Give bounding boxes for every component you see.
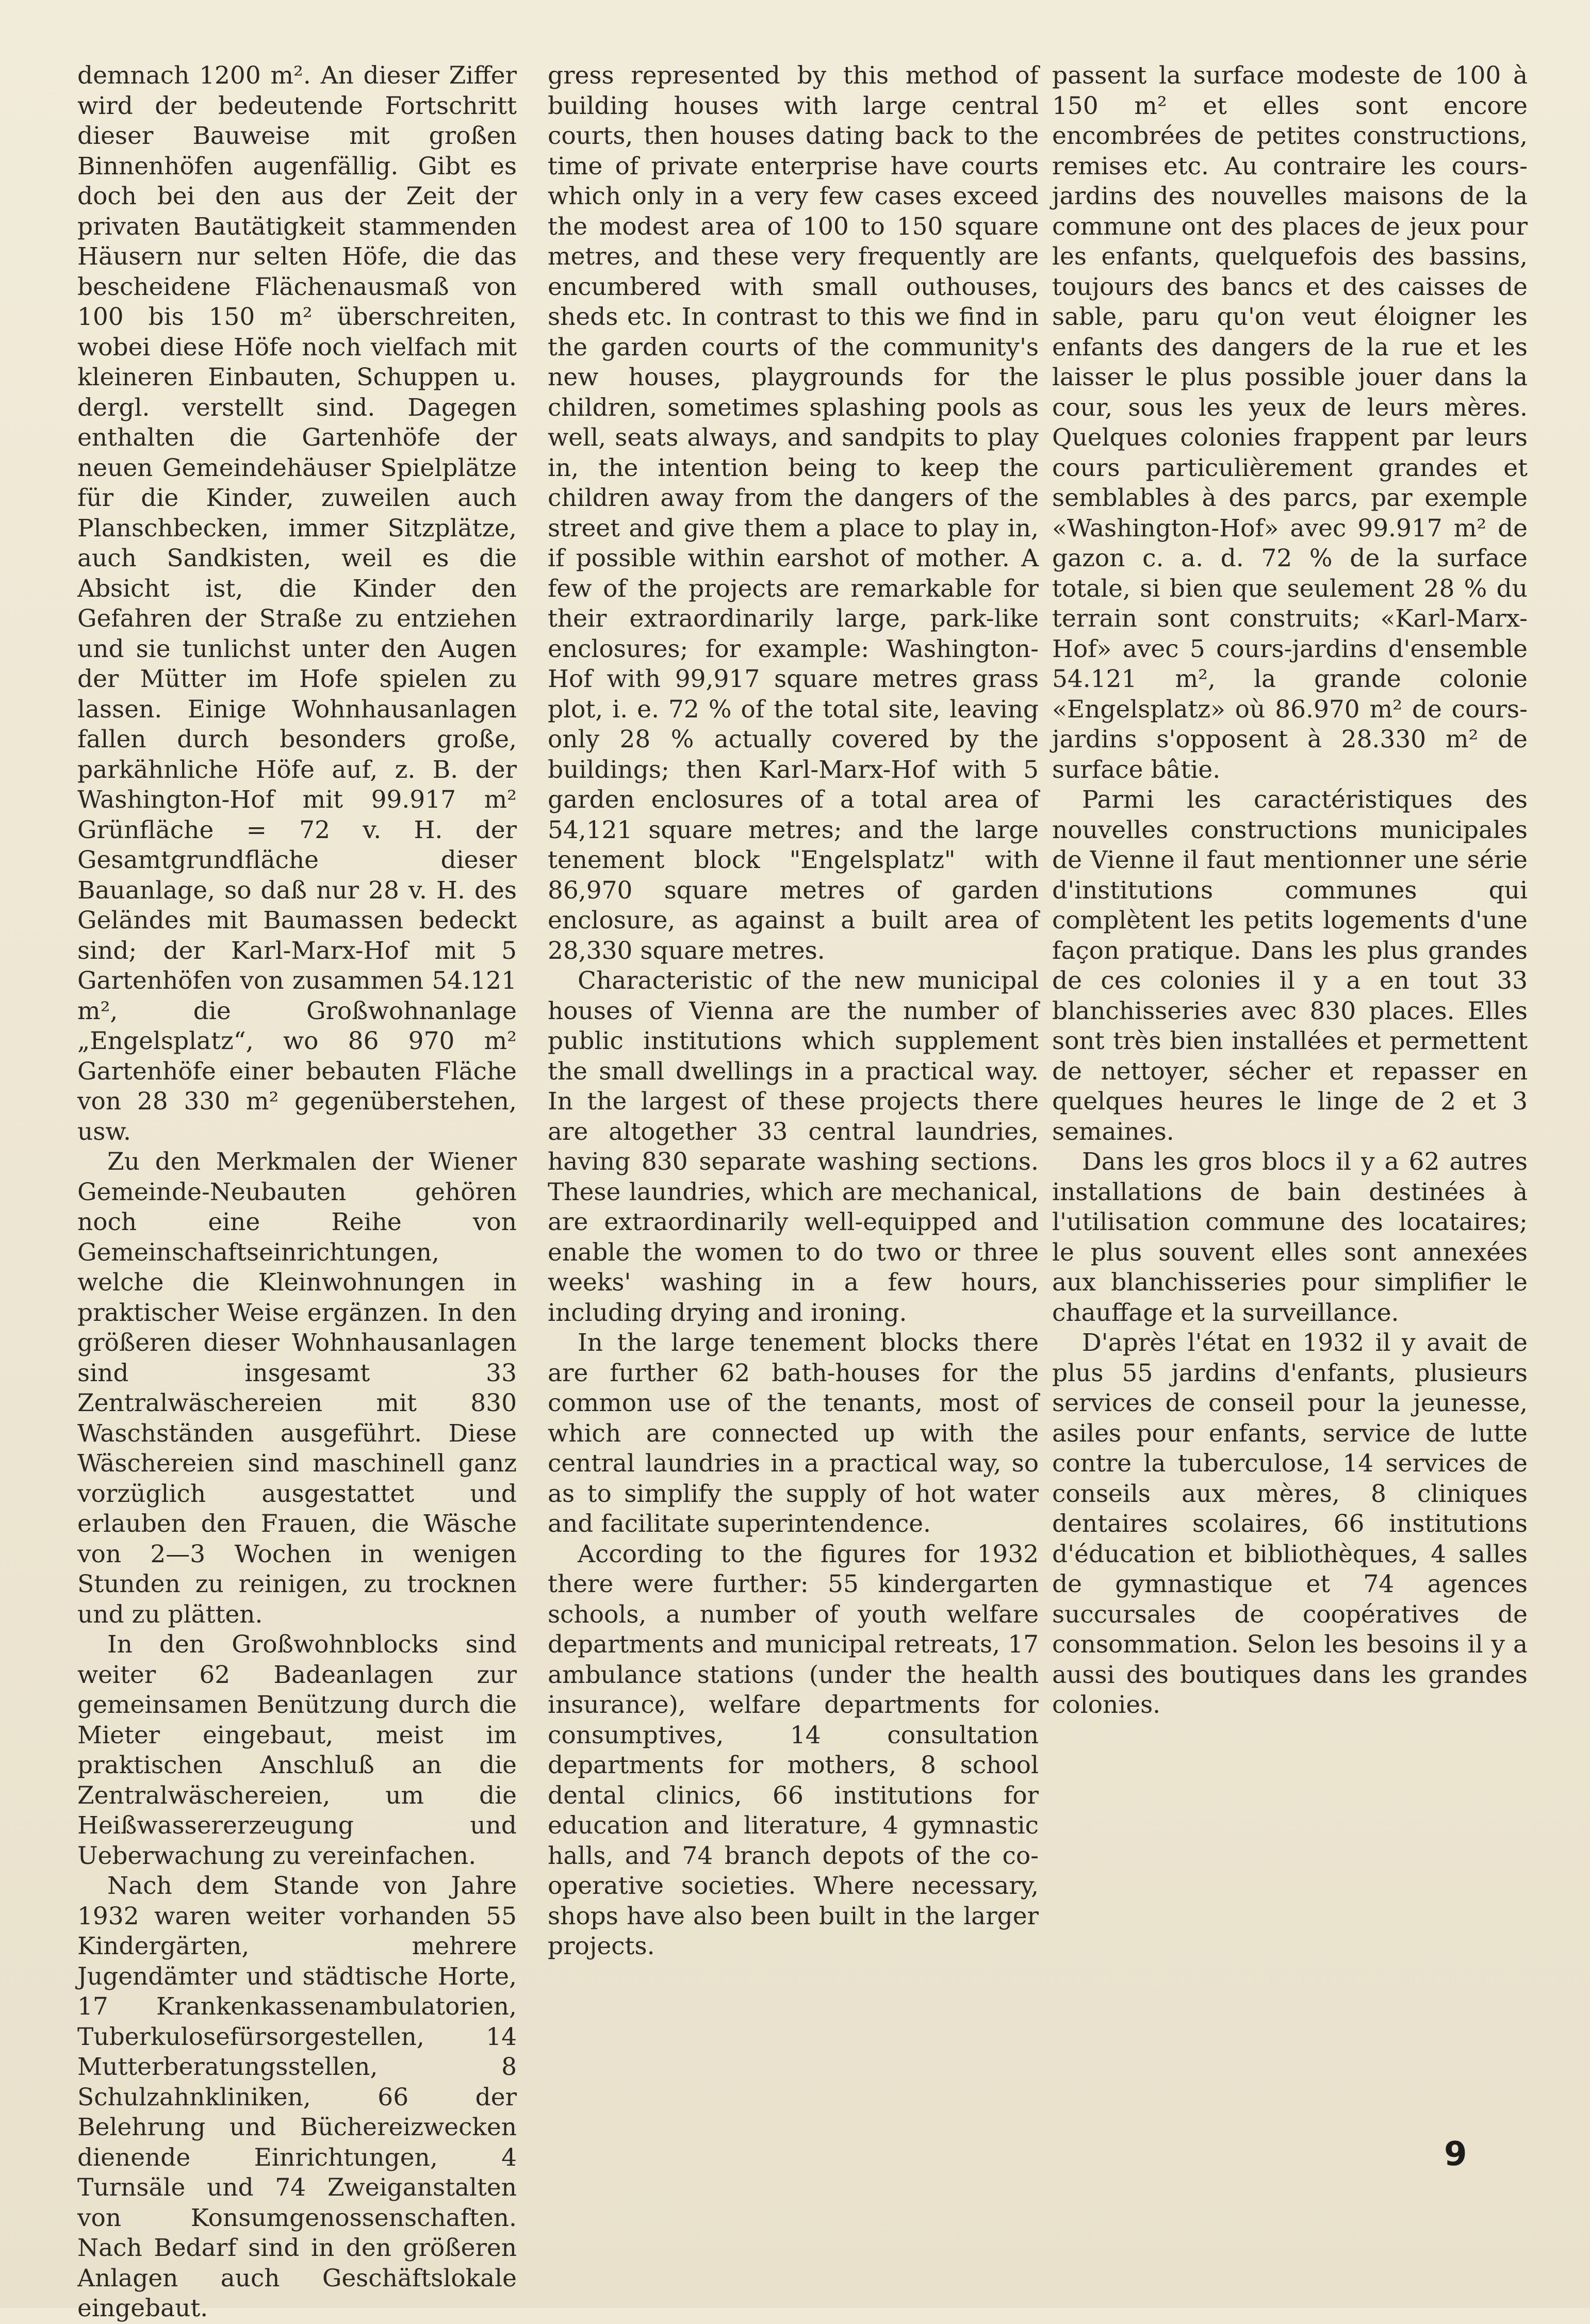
paragraph: Zu den Merkmalen der Wiener Gemeinde-Neubauten gehören noch eine Reihe von Gemeinschaftseinrichtungen, welche die Kleinwohnungen in praktischer Weise ergänzen. In den größeren dieser Wohnhausanlagen sind insgesamt 33 Zentralwäschereien mit 830 Waschständen ausgeführt. Diese Wäschereien sind maschinell ganz vorzüglich ausgestattet und erlauben den Frauen, die Wäsche von 2—3 Wochen in wenigen Stunden zu reinigen, zu trocknen und zu plätten. [77,1148,517,1629]
paragraph: Characteristic of the new municipal houses of Vienna are the number of public institutions which supplement the small dwellings in a practical way. In the largest of these projects there are altogether 33 central laundries, having 830 separate washing sections. These laundries, which are mechanical, are extraordinarily well-equipped and enable the women to do two or three weeks' washing in a few hours, including drying and ironing. [548,967,1039,1327]
paragraph: gress represented by this method of building houses with large central courts, then houses dating back to the time of private enterprise have courts which only in a very few cases exceed the modest area of 100 to 150 square metres, and these very frequently are encumbered with small outhouses, sheds etc. In contrast to this we find in the garden courts of the community's new houses, playgrounds for the children, sometimes splashing pools as well, seats always, and sandpits to play in, the intention being to keep the children away from the dangers of the street and give them a place to play in, if possible within earshot of mother. A few of the projects are remarkable for their extraordinarily large, park-like enclosures; for example: Washington-Hof with 99,917 square metres grass plot, i. e. 72 % of the total site, leaving only 28 % actually covered by the buildings; then Karl-Marx-Hof with 5 garden enclosures of a total area of 54,121 square metres; and the large tenement block "Engelsplatz" with 86,970 square metres of garden enclosure, as against a built area of 28,330 square metres. [548,61,1039,965]
german-text-column [77,61,517,2324]
paragraph: In the large tenement blocks there are further 62 bath-houses for the common use of the tenants, most of which are connected up with the central laundries in a practical way, so as to simplify the supply of hot water and facilitate superintendence. [548,1329,1039,1538]
french-text-column [1052,61,1528,1721]
paragraph: Nach dem Stande von Jahre 1932 waren weiter vorhanden 55 Kindergärten, mehrere Jugendämter und städtische Horte, 17 Krankenkassenambulatorien, Tuberkulosefürsorgestellen, 14 Mutterberatungsstellen, 8 Schulzahnkliniken, 66 der Belehrung und Büchereizwecken dienende Einrichtungen, 4 Turnsäle und 74 Zweiganstalten von Konsumgenossenschaften. Nach Bedarf sind in den größeren Anlagen auch Geschäftslokale eingebaut. [77,1872,517,2322]
page-number: 9 [1444,2135,1467,2173]
paragraph: In den Großwohnblocks sind weiter 62 Badeanlagen zur gemeinsamen Benützung durch die Mieter eingebaut, meist im praktischen Anschluß an die Zentralwäschereien, um die Heißwassererzeugung und Ueberwachung zu vereinfachen. [77,1630,517,1870]
paragraph: passent la surface modeste de 100 à 150 m² et elles sont encore encombrées de petites constructions, remises etc. Au contraire les cours-jardins des nouvelles maisons de la commune ont des places de jeux pour les enfants, quelquefois des bassins, toujours des bancs et des caisses de sable, paru qu'on veut éloigner les enfants des dangers de la rue et les laisser le plus possible jouer dans la cour, sous les yeux de leurs mères. Quelques colonies frappent par leurs cours particulièrement grandes et semblables à des parcs, par exemple «Washington-Hof» avec 99.917 m² de gazon c. a. d. 72 % de la surface totale, si bien que seulement 28 % du terrain sont construits; «Karl-Marx-Hof» avec 5 cours-jardins d'ensemble 54.121 m², la grande colonie «Engelsplatz» où 86.970 m² de cours-jardins s'opposent à 28.330 m² de surface bâtie. [1052,61,1528,784]
paragraph: According to the figures for 1932 there were further: 55 kindergarten schools, a number of youth welfare departments and municipal retreats, 17 ambulance stations (under the health insurance), welfare departments for consumptives, 14 consultation departments for mothers, 8 school dental clinics, 66 institutions for education and literature, 4 gymnastic halls, and 74 branch depots of the co-operative societies. Where necessary, shops have also been built in the larger projects. [548,1540,1039,1960]
english-text-column [548,61,1039,1962]
paragraph: demnach 1200 m². An dieser Ziffer wird der bedeutende Fortschritt dieser Bauweise mit großen Binnenhöfen augenfällig. Gibt es doch bei den aus der Zeit der privaten Bautätigkeit stammenden Häusern nur selten Höfe, die das bescheidene Flächenausmaß von 100 bis 150 m² überschreiten, wobei diese Höfe noch vielfach mit kleineren Einbauten, Schuppen u. dergl. verstellt sind. Dagegen enthalten die Gartenhöfe der neuen Gemeindehäuser Spielplätze für die Kinder, zuweilen auch Planschbecken, immer Sitzplätze, auch Sandkisten, weil es die Absicht ist, die Kinder den Gefahren der Straße zu entziehen und sie tunlichst unter den Augen der Mütter im Hofe spielen zu lassen. Einige Wohnhausanlagen fallen durch besonders große, parkähnliche Höfe auf, z. B. der Washington-Hof mit 99.917 m² Grünfläche = 72 v. H. der Gesamtgrundfläche dieser Bauanlage, so daß nur 28 v. H. des Geländes mit Baumassen bedeckt sind; der Karl-Marx-Hof mit 5 Gartenhöfen von zusammen 54.121 m², die Großwohnanlage „Engelsplatz“, wo 86 970 m² Gartenhöfe einer bebauten Fläche von 28 330 m² gegenüberstehen, usw. [77,61,517,1146]
paragraph: Parmi les caractéristiques des nouvelles constructions municipales de Vienne il faut mentionner une série d'institutions communes qui complètent les petits logements d'une façon pratique. Dans les plus grandes de ces colonies il y a en tout 33 blanchisseries avec 830 places. Elles sont très bien installées et permettent de nettoyer, sécher et repasser en quelques heures le linge de 2 et 3 semaines. [1052,785,1528,1146]
paragraph: Dans les gros blocs il y a 62 autres installations de bain destinées à l'utilisation commune des locataires; le plus souvent elles sont annexées aux blanchisseries pour simplifier le chauffage et la surveillance. [1052,1148,1528,1327]
paragraph: D'après l'état en 1932 il y avait de plus 55 jardins d'enfants, plusieurs services de conseil pour la jeunesse, asiles pour enfants, service de lutte contre la tuberculose, 14 services de conseils aux mères, 8 cliniques dentaires scolaires, 66 institutions d'éducation et bibliothèques, 4 salles de gymnastique et 74 agences succursales de coopératives de consommation. Selon les besoins il y a aussi des boutiques dans les grandes colonies. [1052,1329,1528,1719]
